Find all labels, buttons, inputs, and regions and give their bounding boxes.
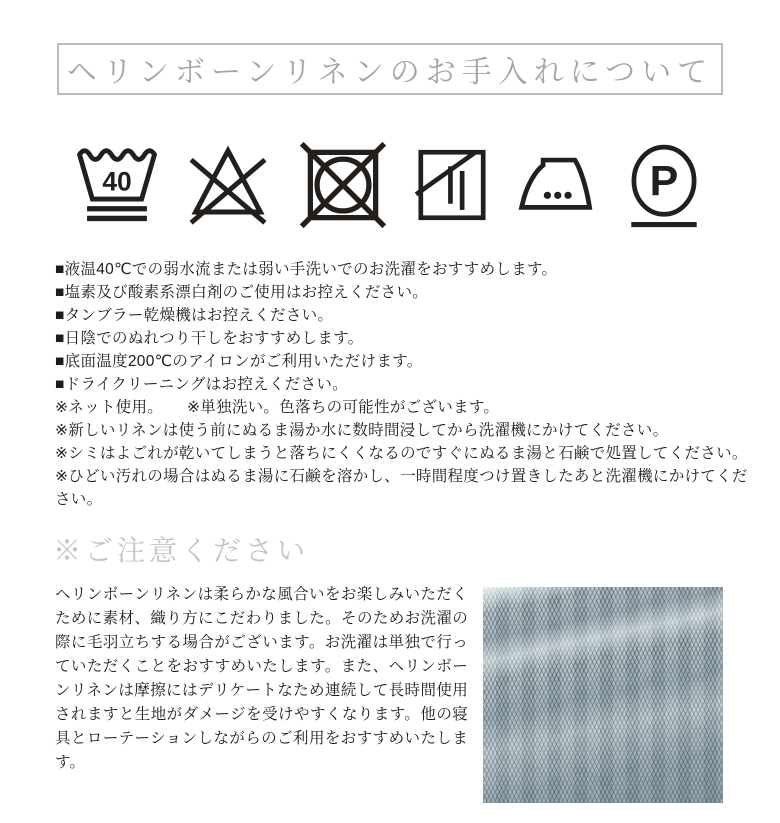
dry-clean-p-icon — [621, 137, 707, 233]
shade-drip-dry-icon — [413, 137, 491, 233]
no-bleach-icon — [183, 137, 273, 233]
instruction-line: ■ドライクリーニングはお控えください。 — [55, 376, 348, 393]
instruction-line: ■日陰でのぬれつり干しをおすすめします。 — [55, 330, 364, 347]
instruction-line: ※ネット使用。 ※単独洗い。色落ちの可能性がございます。 — [55, 399, 500, 416]
dry-clean-letter: P — [649, 157, 679, 206]
care-guide-page — [0, 43, 780, 823]
instruction-line: ※ひどい汚れの場合はぬるま湯に石鹸を溶かし、一時間程度つけ置きしたあと洗濯機にかけてください。 — [55, 468, 748, 508]
wash-temp-label: 40 — [102, 166, 132, 197]
iron-high-temp-icon — [513, 137, 599, 233]
care-symbols-row — [0, 136, 780, 234]
page-title: ヘリンボーンリネンのお手入れについて — [57, 43, 723, 95]
caution-section — [55, 583, 723, 803]
no-tumble-dry-icon — [295, 137, 391, 233]
instruction-line: ■タンブラー乾燥機はお控えください。 — [55, 307, 334, 324]
instruction-line: ■塩素及び酸素系漂白剤のご使用はお控えください。 — [55, 284, 429, 301]
instruction-line: ■液温40℃での弱水流または弱い手洗いでのお洗濯をおすすめします。 — [55, 261, 558, 278]
care-instructions-list — [55, 258, 748, 511]
caution-heading: ※ご注意ください — [53, 536, 310, 567]
herringbone-fabric-photo — [483, 587, 723, 803]
instruction-line: ※シミはよごれが乾いてしまうと落ちにくくなるのですぐにぬるま湯と石鹸で処置してください。 — [55, 445, 748, 462]
caution-text: ヘリンボーンリネンは柔らかな風合いをお楽しみいただくために素材、織り方にこだわりました。そのためお洗濯の際に毛羽立ちする場合がございます。お洗濯は単独で行っていただくことをおすすめいたします。また、ヘリンボーンリネンは摩擦にはデリケートなため連続して長時間使用されますと生地がダメージを受けやすくなります。他の寝具とローテーションしながらのご利用をおすすめいたします。 — [55, 586, 468, 771]
instruction-line: ■底面温度200℃のアイロンがご利用いただけます。 — [55, 353, 423, 370]
wash-tub-40-icon — [73, 137, 161, 233]
instruction-line: ※新しいリネンは使う前にぬるま湯か水に数時間浸してから洗濯機にかけてください。 — [55, 422, 669, 439]
